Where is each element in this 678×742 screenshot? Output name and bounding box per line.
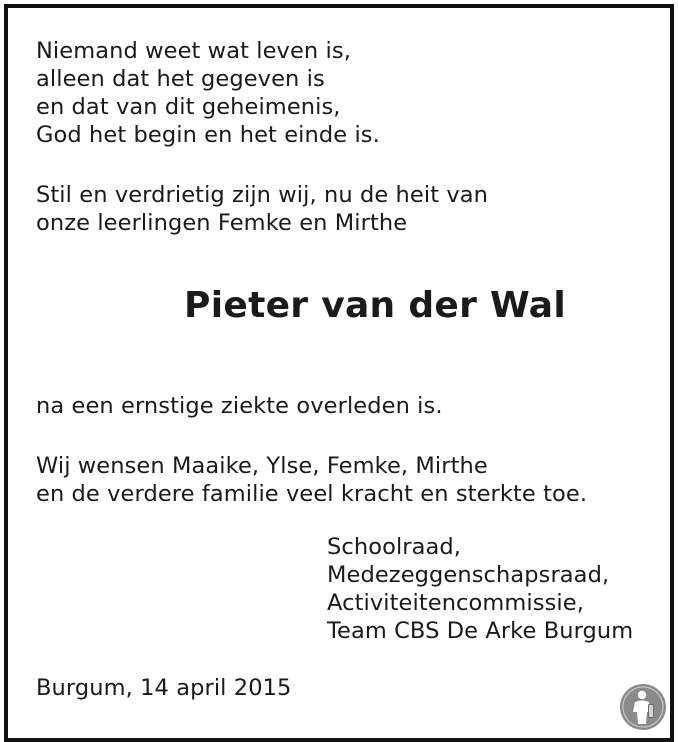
poem-line: en dat van dit geheimenis, bbox=[36, 94, 341, 120]
signer-line: Medezeggenschapsraad, bbox=[327, 562, 610, 588]
signers-block bbox=[327, 533, 633, 645]
memorial-figure-icon bbox=[618, 682, 668, 732]
cause-paragraph bbox=[36, 392, 443, 420]
intro-line: Stil en verdrietig zijn wij, nu de heit van bbox=[36, 182, 489, 208]
poem-line: alleen dat het gegeven is bbox=[36, 66, 325, 92]
cause-line: na een ernstige ziekte overleden is. bbox=[36, 393, 443, 419]
signer-line: Activiteitencommissie, bbox=[327, 590, 584, 616]
memorial-figure-svg bbox=[618, 682, 668, 732]
place-date bbox=[36, 674, 291, 702]
intro-line: onze leerlingen Femke en Mirthe bbox=[36, 210, 408, 236]
wishes-paragraph bbox=[36, 452, 587, 508]
signer-line: Team CBS De Arke Burgum bbox=[327, 618, 634, 644]
poem-line: God het begin en het einde is. bbox=[36, 122, 380, 148]
intro-paragraph bbox=[36, 181, 488, 237]
signer-line: Schoolraad, bbox=[327, 534, 462, 560]
wishes-line: Wij wensen Maaike, Ylse, Femke, Mirthe bbox=[36, 453, 488, 479]
poem-block bbox=[36, 37, 380, 149]
wishes-line: en de verdere familie veel kracht en sterkte toe. bbox=[36, 481, 588, 507]
deceased-name: Pieter van der Wal bbox=[184, 285, 566, 326]
poem-line: Niemand weet wat leven is, bbox=[36, 38, 351, 64]
place-date-line: Burgum, 14 april 2015 bbox=[36, 675, 292, 701]
